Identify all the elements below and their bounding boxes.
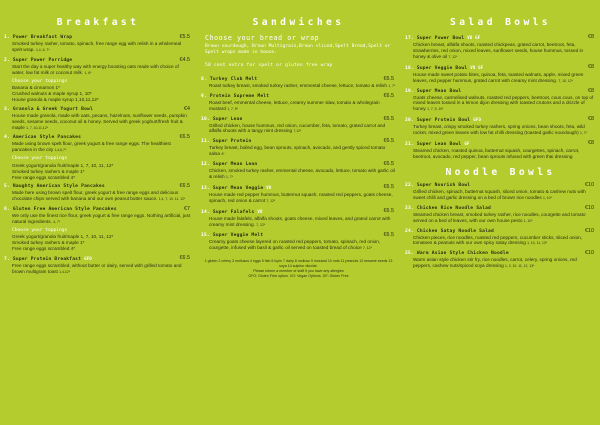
allergen-codes: 7, 12* (363, 245, 372, 250)
item-description-text: Roast turkey breast, smoked turkey rasher, emmental cheese, lettuce, tomato & relish (209, 82, 387, 88)
item-description (413, 148, 596, 160)
menu-item (201, 93, 396, 113)
item-name: Super Lean (212, 116, 243, 122)
allergen-codes: 1,4,12* (59, 270, 70, 275)
item-description (209, 145, 396, 158)
item-heading (405, 64, 596, 72)
menu-item (201, 138, 396, 158)
topping-option: Greek yogurt/granola fruit/maple 1, 7, 10, 11, 12* (12, 162, 114, 168)
item-number: 23. (405, 205, 414, 211)
item-heading (4, 134, 192, 141)
item-description (209, 216, 396, 229)
allergen-codes: 1, 7* (388, 83, 396, 88)
item-heading (201, 232, 396, 239)
item-name: Protein Supreme Melt (209, 93, 270, 99)
item-price: €6.5 (383, 183, 394, 190)
item-number: 20. (405, 118, 414, 124)
sandwiches-heading: Sandwiches (252, 17, 345, 28)
menu-item (201, 208, 396, 229)
menu-item (405, 140, 596, 160)
item-price: €10 (585, 181, 594, 188)
footnote-allergens: 1 gluten 2 celery 3 molluscs 4 eggs 5 fish 6 lupin 7 dairy 8 mollusc 9 mustard 10 nuts 11 peanuts 12 sesame seeds 13 soya 14 sulphur dioxide. (204, 259, 393, 269)
item-name: Super Veggie Bowl (416, 65, 468, 71)
item-description (12, 41, 192, 54)
item-description-text: Chicken, smoked turkey rasher, emmental cheese, avocado, lettuce, tomato with garlic oil & relish (209, 168, 395, 180)
salad-list (405, 34, 596, 160)
item-description (209, 100, 396, 113)
item-description (413, 235, 596, 248)
item-number: 5. (4, 184, 10, 190)
item-heading (405, 250, 596, 257)
item-number: 12. (201, 162, 210, 168)
item-description (413, 257, 596, 270)
item-heading (405, 116, 596, 124)
item-heading (4, 106, 192, 113)
item-name: Super Protein Breakfast (12, 257, 82, 263)
menu-item (4, 206, 192, 252)
item-description (413, 189, 596, 202)
item-heading (405, 205, 596, 212)
menu-item (405, 182, 596, 202)
item-description (413, 72, 596, 85)
item-description-text: Turkey breast, crispy smoked turkey rashers, spring onions, bean shoots, feta, wild rocket, mixed green leaves with low fat chilli dressing (toasted garlic sourdough) (413, 124, 585, 136)
sandwiches-list (201, 76, 396, 252)
item-heading (201, 161, 396, 168)
menu-item (201, 232, 396, 252)
item-description-text: House made granola, made with oats, pecans, hazelnuts, sunflower seeds, pumpkin seeds, sesame seeds, coconut oil & honey. Served with greek yoghurt/fresh fruit & maple (12, 112, 187, 130)
item-name: Super Power Porridge (12, 57, 73, 63)
item-number: 22. (405, 182, 414, 188)
item-price: €4 (184, 105, 190, 112)
item-name: Super Power Bowl (416, 36, 465, 41)
toppings-heading: Choose your toppings (12, 156, 68, 162)
footnote (201, 259, 396, 279)
item-heading (4, 34, 192, 41)
topping-option: Smoked turkey rashers & maple 1* (12, 240, 85, 246)
allergen-codes: 1, 7, 10,11,12* (26, 125, 48, 130)
menu-item (201, 76, 396, 90)
item-name: Naughty American Style Pancakes (12, 184, 105, 190)
dietary-tag: GFO (473, 117, 482, 123)
item-description-text: Steamed chicken breast, smoked turkey rasher, rice noodles, courgette and tomato served on a bed of leaves, with our own house pesto (413, 211, 586, 223)
item-description-text: Chicken breast, alfalfa shoots, roasted chickpeas, grated carrot, beetroot, feta, strawberries, red onion, mixed leaves, sunflower seeds, house hummus, tossed in honey & olive oil (413, 42, 584, 59)
allergen-codes: 1, 10, 11, 13* (527, 241, 548, 246)
item-name: Super Mean Bowl (416, 88, 462, 94)
item-price: €8 (588, 63, 594, 70)
item-description-text: Made here using brown spelt flour, greek yogurt & free range eggs and delicious chocolate chips served with banana and our own peanut butter sauce. (12, 190, 179, 202)
item-name: Turkey Club Melt (209, 76, 258, 82)
topping-option: Greek yogurt/granola fruit/maple 1, 7, 10, 11, 12* (12, 234, 114, 240)
allergen-codes: 7, 10, 12* (558, 78, 573, 83)
item-price: €10 (585, 204, 594, 211)
item-name: Super Veggie Melt (212, 232, 264, 238)
allergen-codes: 1, 7* (225, 175, 233, 180)
item-description-text: House made sweet potato bites, quinoa, feta, toasted walnuts, apple, mixed green leaves, red pepper hummus, grated carrot with creamy mint dressing. (413, 71, 584, 83)
allergen-codes: 1, 6* (84, 70, 92, 75)
allergen-codes: 1, 10* (543, 195, 552, 200)
allergen-codes: 7, 12* (256, 222, 266, 227)
noodle-list (405, 182, 596, 270)
item-description-text: Smoked turkey rasher, tomato, spinach, free range egg with relish in a wholemeal spelt wrap. (12, 41, 182, 52)
item-price: €6.5 (179, 255, 190, 262)
item-description (413, 124, 596, 137)
dietary-tag: GFO (84, 256, 92, 262)
item-description (413, 95, 596, 114)
toppings-heading: Choose your toppings (12, 228, 68, 234)
allergen-codes: 4* (221, 152, 225, 157)
item-price: €7 (184, 206, 190, 213)
item-description (413, 212, 596, 225)
menu-item (405, 116, 596, 137)
item-name: Super Lean Bowl (416, 142, 462, 148)
item-name: Granola & Greek Yogurt Bowl (12, 106, 93, 112)
item-number: 14. (201, 209, 210, 215)
item-description (209, 83, 396, 90)
item-name: Super Protein Bowl (416, 118, 471, 124)
salad-heading: Salad Bowls (450, 17, 551, 28)
menu-item (201, 161, 396, 181)
sandwiches-column (197, 0, 400, 425)
item-number: 7. (4, 257, 10, 263)
topping-option: Free range eggs scrambled 4* (12, 174, 76, 180)
item-heading (405, 228, 596, 235)
item-description (12, 263, 192, 276)
menu-item (405, 205, 596, 225)
item-description (209, 168, 396, 181)
item-name: Super Falafels (212, 209, 255, 215)
footnote-legend: GFO: Gluten Free option. VO: Vegan Options. GF: Gluten Free (248, 274, 349, 279)
item-number: 2. (4, 57, 10, 63)
item-heading (4, 57, 192, 64)
item-name: Chicken Satay Noodle Salad (416, 228, 494, 234)
item-price: €6.5 (383, 75, 394, 82)
menu-item (405, 228, 596, 248)
allergen-codes: 7, 12* (448, 54, 458, 59)
menu-item (201, 116, 396, 136)
item-description-text: Goats cheese, carmelised walnuts, roasted red peppers, beetroot, cous cous, on top of mixed leaves tossed in a lemon dijon dressing with toasted crutons and a drizzle of honey (413, 94, 594, 112)
item-description (413, 42, 596, 61)
menu-item (405, 250, 596, 270)
item-description (209, 192, 396, 205)
item-description-text: Free range eggs scrambled, without butter or dairy, served with grilled tomato and brown multigrain toast (12, 263, 182, 275)
item-price: €6.5 (383, 207, 394, 214)
breakfast-column (0, 0, 196, 425)
item-number: 13. (201, 185, 210, 191)
menu-item (4, 255, 192, 276)
allergen-codes: 1, 7, 9, 10* (427, 107, 444, 112)
dietary-tag: VO (266, 184, 272, 190)
allergen-codes: 7,12* (293, 129, 302, 134)
item-price: €6.5 (383, 115, 394, 122)
item-name: Chicken Rice Noodle Salad (416, 205, 492, 211)
item-price: €8 (588, 87, 594, 94)
item-description-text: Steamed chicken, roasted quinoa, butternut squash, courgettes, spinach, carrot, beetroot, avocado, red pepper, bean sprouts infused with green thai dressing (413, 148, 580, 159)
menu-item (405, 64, 596, 85)
allergen-codes: 1,4,6,7* (54, 148, 67, 153)
item-name: Super Mean Lean (212, 162, 258, 168)
allergen-codes: 1, 7* (580, 131, 588, 136)
item-number: 8. (201, 76, 207, 82)
item-number: 25. (405, 251, 414, 257)
menu-item (405, 88, 596, 114)
item-number: 3. (4, 106, 10, 112)
item-name: Super Nourish Bowl (416, 182, 471, 188)
allergen-codes: 1, 2, 10, 11, 12, 13* (505, 264, 535, 269)
item-number: 19. (405, 88, 414, 94)
item-heading (201, 76, 396, 83)
item-number: 17. (405, 36, 414, 41)
breakfast-heading: Breakfast (56, 17, 140, 28)
item-price: €8 (588, 116, 594, 123)
item-description-text: Grilled chicken, spinach, butternut squash, sliced onion, tomato & cashew nuts with sweet chilli and garlic dressing on a bed of brown rice noodles (413, 188, 586, 200)
item-number: 15. (201, 232, 210, 238)
menu-item (4, 134, 192, 180)
item-heading (405, 182, 596, 189)
item-price: €6.5 (383, 138, 394, 145)
item-number: 11. (201, 139, 210, 145)
extra-charge-notice: 50 cent extra for spelt or gluten free wrap (205, 62, 333, 68)
topping-option: Smoked turkey rashers & maple 1* (12, 168, 85, 174)
item-price: €6.5 (383, 161, 394, 168)
item-price: €8 (588, 140, 594, 147)
toppings-heading: Choose your toppings (12, 78, 68, 84)
item-heading (4, 255, 192, 263)
item-description-text: Roast beef, emmental cheese, lettuce, creamy summer slaw, tomato & wholegrain mustard (209, 99, 380, 111)
dietary-tag: VO GF (467, 35, 481, 40)
item-description (209, 123, 396, 136)
item-heading (201, 184, 396, 192)
item-name: Gluten Free American Style Pancakes (12, 207, 117, 213)
footnote-contact: Please inform a member of staff if you have any allergies (253, 269, 344, 274)
dietary-tag: GF (464, 141, 470, 147)
item-heading (405, 34, 596, 42)
menu-item (4, 106, 192, 132)
item-price: €10 (585, 250, 594, 257)
item-number: 24. (405, 228, 414, 234)
item-number: 21. (405, 142, 414, 148)
allergen-codes: 1,4, 6, 7* (35, 47, 50, 52)
item-number: 1. (4, 35, 10, 40)
breakfast-list (4, 34, 192, 276)
item-number: 10. (201, 116, 210, 122)
item-heading (201, 116, 396, 123)
item-price: €6.5 (383, 92, 394, 99)
item-price: €6.5 (179, 183, 190, 190)
choose-bread-title: Choose your bread or wrap (205, 34, 320, 42)
item-heading (201, 93, 396, 100)
item-description (12, 213, 192, 226)
allergen-codes: 7, 12* (266, 198, 276, 203)
item-name: Super Protein (212, 139, 252, 145)
item-price: €8 (588, 34, 594, 40)
menu-item (405, 34, 596, 61)
item-number: 9. (201, 93, 207, 99)
item-price: €5.5 (179, 34, 190, 40)
item-description (12, 113, 192, 132)
item-description-text: House made red pepper hummus, butternut squash, roasted red peppers, goats cheese, spinach, red onion & carrot (209, 191, 393, 203)
item-number: 6. (4, 207, 10, 213)
menu-item (4, 34, 192, 54)
item-number: 18. (405, 65, 414, 71)
menu-item (201, 184, 396, 205)
item-heading (405, 140, 596, 148)
item-name: Power Breakfast Wrap (12, 35, 73, 40)
item-heading (4, 183, 192, 190)
item-description-text: Turkey breast, boiled egg, bean sprouts, spinach, avocado, and gently spiced tomato salsa (209, 145, 386, 157)
topping-option: Crushed walnuts & maple syrup 1, 10* (12, 90, 92, 96)
item-price: €6.5 (179, 134, 190, 141)
item-description-text: Creamy goats cheese layered on roasted red peppers, tomato, spinach, red onion, courgette, infused with basil & garlic oil served on toasted bread of choice (209, 238, 381, 250)
choose-bread-options: Brown sourdough, Brown Multigrain,Brown sliced,Spelt Bread,Spelt or Spelt wraps made in house. (205, 44, 391, 56)
salad-noodle-column (401, 0, 600, 425)
allergen-codes: 4, 7* (53, 220, 61, 225)
item-number: 4. (4, 135, 10, 141)
item-description-text: Chicken pieces, rice noodles, roasted red peppers, cucumber sticks, sliced onion, tomatoes & peanuts with our own spicy satay dressing (413, 234, 583, 246)
item-price: €10 (585, 227, 594, 234)
dietary-tag: VO GF (470, 64, 484, 70)
item-name: Super Mean Veggie (212, 185, 264, 191)
allergen-codes: 1, 7, 9* (227, 106, 238, 111)
allergen-codes: 1, 10* (523, 218, 533, 223)
item-description-text: We only use the finest rice flour, greek yogurt & free range eggs. Nothing artificial, just natural ingredients. (12, 213, 191, 225)
noodle-heading: Noodle Bowls (445, 166, 556, 178)
item-heading (201, 208, 396, 216)
item-description (209, 239, 396, 252)
menu-item (4, 183, 192, 203)
item-price: €6.5 (383, 231, 394, 238)
dietary-tag: VO (257, 208, 263, 214)
item-name: Warm Asian Style Chicken Noodle (416, 251, 509, 257)
menu-item (4, 57, 192, 103)
item-description-text: House made falafels, alfalfa shoots, goats cheese, mixed leaves, and grated carrot with creamy mint dressing. (209, 215, 391, 227)
item-description-text: Grilled chicken, house hummus, red onion, cucumber, feta, tomato, grated carrot and alfalfa shoots with a tangy mint dressing (209, 122, 386, 134)
item-heading (201, 138, 396, 145)
item-description-text: Warm asian style chicken stir fry, rice noodles, carrot, celery, spring onions, red peppers, cashew nuts/spiced soya dressing (413, 257, 577, 269)
item-description (12, 190, 192, 203)
item-price: €4.5 (179, 56, 190, 63)
item-description-text: Made using brown spelt flour, greek yogurt & free range eggs. The healthiest pancakes in the city (12, 141, 171, 153)
item-name: American Style Pancakes (12, 135, 82, 141)
topping-option: Banana & cinnamon 1* (12, 85, 60, 91)
item-description (12, 141, 192, 154)
item-heading (4, 206, 192, 213)
topping-option: Free range eggs scrambled 4* (12, 246, 76, 252)
item-description-text: Start the day a super healthy way with energy boosting oats made with choice of water, low fat milk or coconut milk. (12, 63, 179, 75)
allergen-codes: 1,4, 7, 10, 11, 12* (158, 197, 186, 202)
item-description (12, 64, 192, 77)
item-heading (405, 88, 596, 95)
topping-option: House granola & maple syrup 1,10,11,12* (12, 96, 99, 102)
